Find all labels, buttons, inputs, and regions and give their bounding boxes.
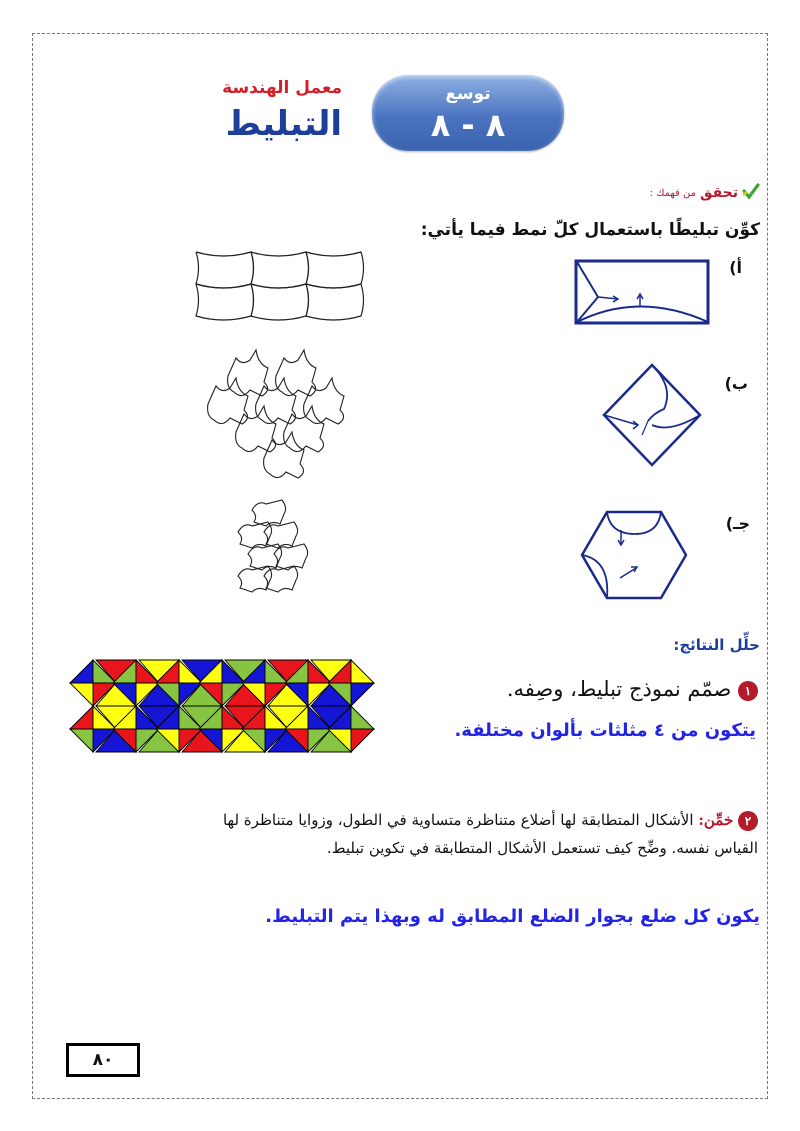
instruction: كوِّن تبليطًا باستعمال كلّ نمط فيما يأتي: — [420, 220, 760, 240]
tile-shape — [304, 378, 344, 424]
tile-shape — [274, 544, 308, 570]
check-mark-icon — [742, 183, 760, 203]
tile-shape — [264, 522, 298, 548]
tile-shape — [252, 500, 286, 526]
tile-triangle — [70, 683, 93, 706]
tile-triangle — [351, 660, 374, 683]
badge-number: ٨ - ٨ — [430, 106, 506, 144]
answer-2: يكون كل ضلع بجوار الضلع المطابق له وبهذا يتم التبليط. — [265, 906, 760, 927]
question-2 — [198, 806, 758, 862]
part-label-b: ب) — [724, 374, 748, 393]
tile-shape — [196, 284, 254, 320]
question-2-keyword: خمِّن: — [698, 811, 734, 829]
tile-shape — [306, 284, 364, 320]
tile-shape — [228, 350, 268, 396]
tile-triangle — [351, 729, 374, 752]
check-label: تحقق — [699, 185, 738, 201]
page-number: ٨٠ — [66, 1043, 140, 1077]
tile-triangle — [70, 729, 93, 752]
tile-triangle — [351, 683, 374, 706]
tile-shape — [251, 252, 309, 288]
triangle-tessellation — [70, 660, 382, 756]
tile-triangle — [70, 660, 93, 683]
badge-word: توسع — [445, 84, 491, 104]
tessellation-a — [192, 248, 364, 320]
tile-triangle — [351, 706, 374, 729]
part-label-c: جـ) — [725, 514, 750, 533]
answer-1: يتكون من ٤ مثلثات بألوان مختلفة. — [454, 720, 756, 741]
tile-shape — [196, 252, 254, 288]
tessellation-b — [200, 350, 360, 466]
question-1-number: ١ — [738, 681, 758, 701]
tile-shape — [276, 350, 316, 396]
tile-shape — [251, 284, 309, 320]
question-2-number: ٢ — [738, 811, 758, 831]
tile-shape — [264, 566, 298, 592]
pattern-b-diamond — [602, 363, 702, 467]
tile-shape — [306, 252, 364, 288]
tile-triangle — [70, 706, 93, 729]
check-sublabel: من فهمك : — [649, 187, 696, 199]
question-1-text: صمّم نموذج تبليط، وصِفه. — [506, 677, 732, 701]
lab-title: معمل الهندسة — [222, 78, 342, 98]
question-2-text: الأشكال المتطابقة لها أضلاع متناظرة متساوية في الطول، وزوايا متناظرة لها القياس نفسه. وضِّح كيف تستعمل الأشكال المتطابقة في تكوين تبليط. — [222, 811, 758, 857]
pattern-a-rectangle — [574, 259, 710, 325]
part-label-a: أ) — [729, 258, 742, 277]
analyze-heading: حلِّل النتائج: — [673, 636, 760, 654]
tessellation-c — [234, 498, 314, 598]
lesson-title: التبليط — [225, 104, 342, 144]
pattern-c-hexagon — [580, 510, 688, 600]
check-understanding — [650, 183, 760, 203]
question-1 — [507, 677, 758, 701]
